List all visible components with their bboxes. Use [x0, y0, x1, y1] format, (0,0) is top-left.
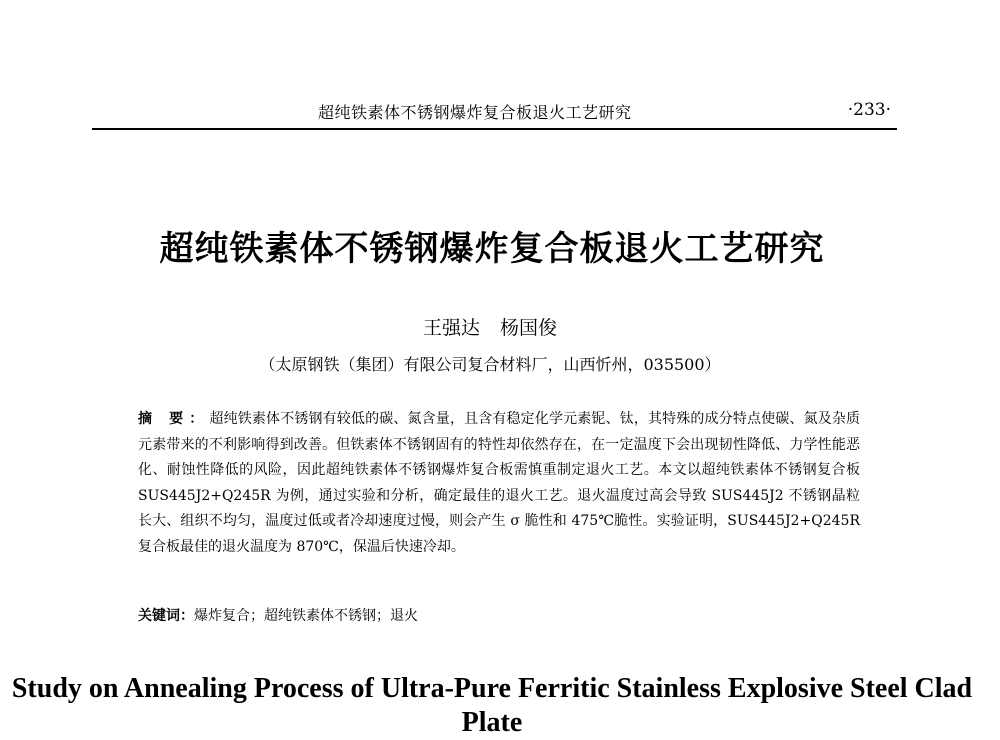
running-title: 超纯铁素体不锈钢爆炸复合板退火工艺研究 — [318, 103, 632, 122]
abstract — [138, 407, 860, 560]
page-number: ·233· — [847, 100, 891, 120]
authors: 王强达 杨国俊 — [422, 317, 558, 339]
abstract-label: 摘 要： — [138, 411, 210, 427]
paper-title-chinese: 超纯铁素体不锈钢爆炸复合板退火工艺研究 — [159, 229, 825, 269]
keywords-text: 爆炸复合；超纯铁素体不锈钢；退火 — [194, 608, 418, 624]
keywords — [138, 604, 860, 629]
abstract-text: 超纯铁素体不锈钢有较低的碳、氮含量，且含有稳定化学元素铌、钛，其特殊的成分特点使碳、氮及杂质元素带来的不利影响得到改善。但铁素体不锈钢固有的特性却依然存在，在一定温度下会出现韧性降低、力学性能恶化、耐蚀性降低的风险，因此超纯铁素体不锈钢爆炸复合板需慎重制定退火工艺。本文以超纯铁素体不锈钢复合板 SUS445J2+Q245R 为例，通过实验和分析，确定最佳的退火工艺。退火温度过高会导致 SUS445J2 不锈钢晶粒长大、组织不均匀，温度过低或者冷却速度过慢，则会产生 σ 脆性和 475℃脆性。实验证明，SUS445J2+Q245R 复合板最佳的退火温度为 870℃，保温后快速冷却。 — [138, 411, 861, 555]
paper-title-english: Study on Annealing Process of Ultra-Pure Ferritic Stainless Explosive Steel Clad Plate — [11, 673, 973, 738]
running-header — [92, 90, 897, 130]
affiliation: （太原钢铁（集团）有限公司复合材料厂，山西忻州，035500） — [259, 355, 721, 374]
keywords-label: 关键词： — [138, 608, 194, 624]
